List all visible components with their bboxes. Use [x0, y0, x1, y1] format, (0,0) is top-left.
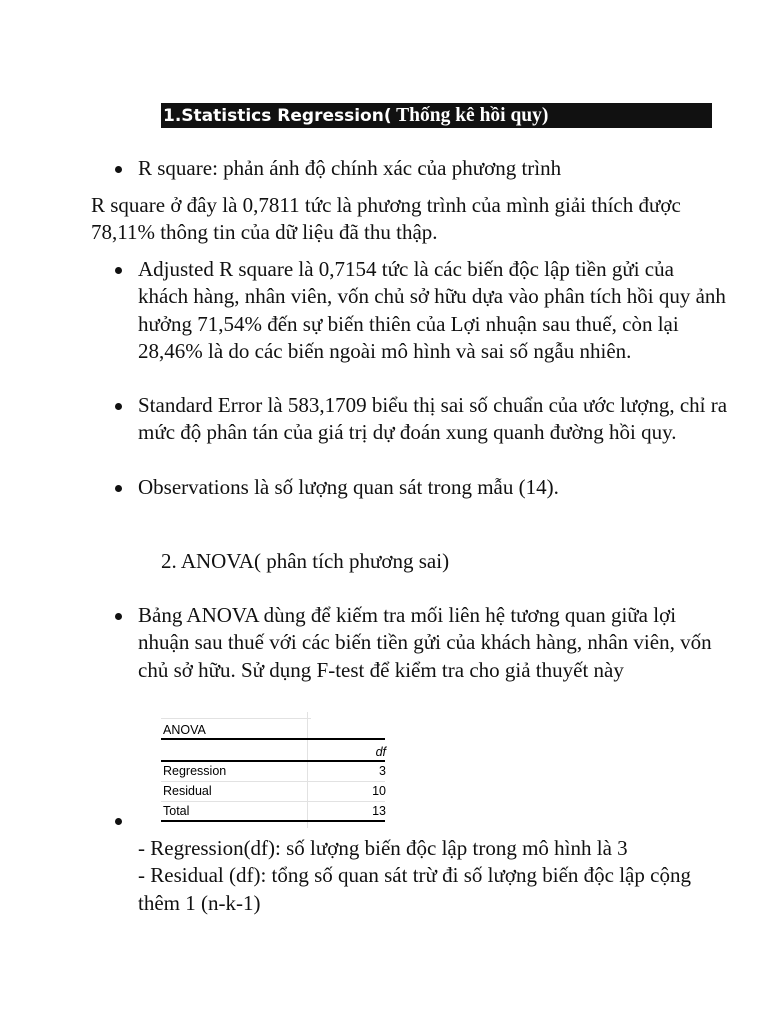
paragraph-r-square: R square ở đây là 0,7811 tức là phương trình của mình giải thích được 78,11% thông tin của dữ liệu đã thu thập. — [91, 193, 681, 245]
bullet-icon — [115, 267, 122, 274]
note-regression-df: - Regression(df): số lượng biến độc lập trong mô hình là 3 — [138, 836, 628, 860]
anova-column-header-df: df — [375, 745, 386, 759]
anova-table-image — [139, 712, 389, 828]
table-rule — [161, 738, 385, 740]
note-residual-df: - Residual (df): tổng số quan sát trừ đi số lượng biến độc lập cộng thêm 1 (n-k-1) — [138, 863, 691, 915]
section-1-title-en: Statistics Regression( — [181, 106, 392, 126]
bullet-observations: Observations là số lượng quan sát trong mẫu (14). — [138, 475, 559, 499]
table-gridline — [161, 801, 385, 802]
anova-notes — [138, 835, 728, 917]
anova-row-label: Regression — [163, 764, 227, 778]
table-gridline — [161, 781, 385, 782]
anova-row-df: 13 — [372, 804, 386, 818]
table-gridline — [307, 712, 308, 828]
anova-row-df: 3 — [379, 764, 386, 778]
bullet-r-square: R square: phản ánh độ chính xác của phương trình — [138, 156, 562, 180]
section-2-heading: 2. ANOVA( phân tích phương sai) — [161, 549, 450, 573]
bullet-standard-error: Standard Error là 583,1709 biểu thị sai số chuẩn của ước lượng, chỉ ra mức độ phân tán của giá trị dự đoán xung quanh đường hồi quy. — [138, 393, 728, 445]
bullet-icon — [115, 403, 122, 410]
section-1-heading — [161, 103, 712, 128]
section-1-title-vn: Thống kê hồi quy) — [391, 105, 549, 126]
bullet-icon — [115, 818, 122, 825]
bullet-icon — [115, 613, 122, 620]
anova-row-label: Residual — [163, 784, 212, 798]
anova-row-label: Total — [163, 804, 190, 818]
anova-row-df: 10 — [372, 784, 386, 798]
section-1-number: 1. — [163, 106, 182, 126]
bullet-icon — [115, 166, 122, 173]
table-rule — [161, 820, 385, 822]
table-rule — [161, 760, 385, 762]
bullet-adjusted-r-square: Adjusted R square là 0,7154 tức là các biến độc lập tiền gửi của khách hàng, nhân viên, vốn chủ sở hữu dựa vào phân tích hồi quy ảnh hưởng 71,54% đến sự biến thiên của Lợi nhuận sau thuế, còn lại 28,46% là do các biến ngoài mô hình và sai số ngẫu nhiên. — [138, 257, 726, 363]
anova-table-title: ANOVA — [163, 723, 206, 737]
bullet-anova-description: Bảng ANOVA dùng để kiếm tra mối liên hệ tương quan giữa lợi nhuận sau thuế với các biến tiền gửi của khách hàng, nhân viên, vốn chủ sở hữu. Sử dụng F-test để kiểm tra cho giả thuyết này — [138, 603, 712, 682]
table-gridline — [161, 718, 311, 719]
bullet-icon — [115, 485, 122, 492]
